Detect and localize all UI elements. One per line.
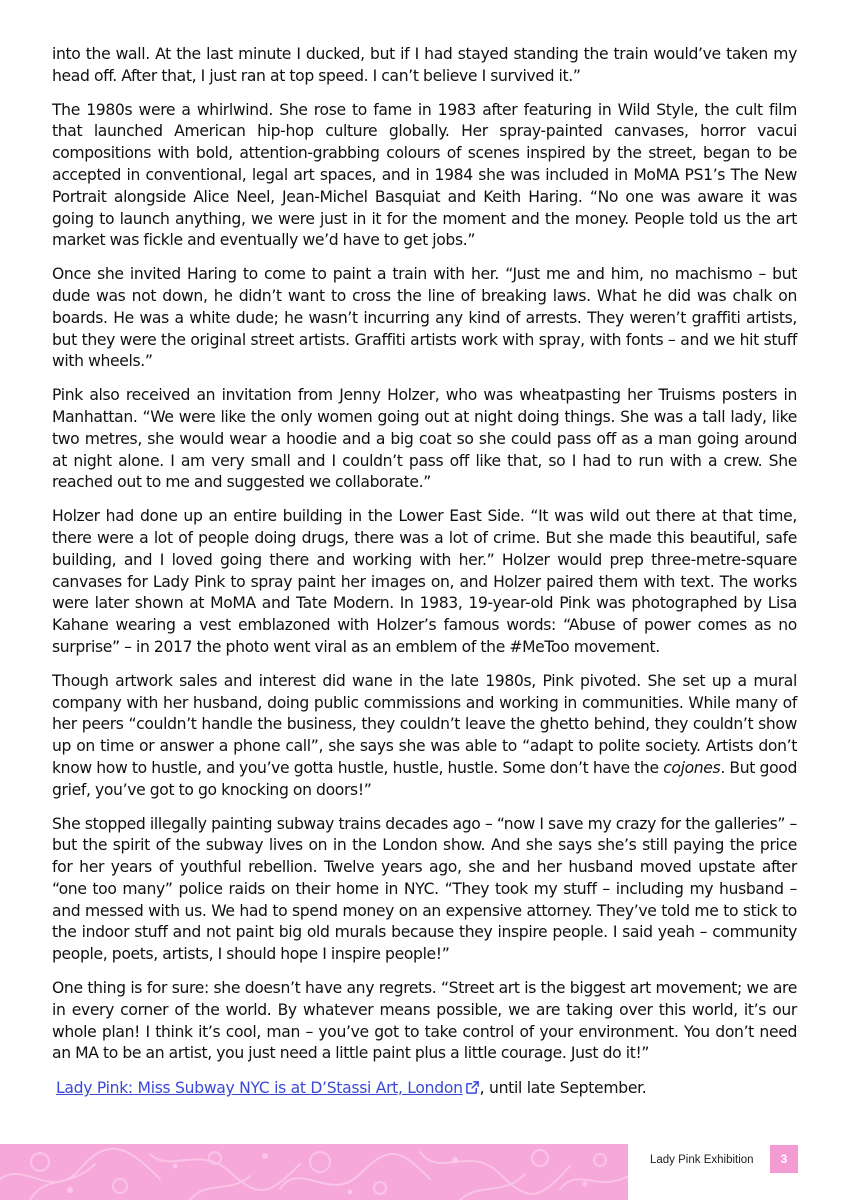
footer-label: Lady Pink Exhibition <box>650 1154 754 1166</box>
paragraph-4: Pink also received an invitation from Jenny Holzer, who was wheatpasting her Truisms posters in Manhattan. “We were like the only women going out at night doing things. She was a tall lady, like two metres, she would wear a hoodie and a big coat so she could pass off as a man going around at night alone. I am very small and I couldn’t pass off like that, so I had to run with a crew. She reached out to me and suggested we collaborate.” <box>52 386 797 492</box>
article-body <box>52 44 797 1101</box>
paragraph-6-text-before: Though artwork sales and interest did wane in the late 1980s, Pink pivoted. She set up a mural company with her husband, doing public commissions and working in communities. While many of her peers “couldn’t handle the business, they couldn’t leave the ghetto behind, they couldn’t show up on time or answer a phone call”, she says she was able to “adapt to polite society. Artists don’t know how to hustle, and you’ve gotta hustle, hustle, hustle. Some don’t have the <box>52 671 797 777</box>
exhibition-credit <box>56 1077 797 1101</box>
paragraph-3: Once she invited Haring to come to paint a train with her. “Just me and him, no machismo – but dude was not down, he didn’t want to cross the line of breaking laws. What he did was chalk on boards. He was a white dude; he wasn’t incurring any kind of arrests. They weren’t graffiti artists, but they were the original street artists. Graffiti artists work with spray, with fonts – and we hit stuff with wheels.” <box>52 265 797 371</box>
page-number-badge: 3 <box>770 1145 798 1173</box>
paragraph-2: The 1980s were a whirlwind. She rose to fame in 1983 after featuring in Wild Style, the cult film that launched American hip-hop culture globally. Her spray-painted canvases, horror vacui compositions with bold, attention-grabbing colours of scenes inspired by the street, began to be accepted in conventional, legal art spaces, and in 1984 she was included in MoMA PS1’s The New Portrait alongside Alice Neel, Jean-Michel Basquiat and Keith Haring. “No one was aware it was going to launch anything, we were just in it for the moment and the money. People told us the art market was fickle and eventually we’d have to get jobs.” <box>52 100 797 250</box>
paragraph-6 <box>52 671 797 802</box>
paragraph-6-text-after: . But good grief, you’ve got to go knocking on doors!” <box>52 758 797 799</box>
paragraph-8: One thing is for sure: she doesn’t have any regrets. “Street art is the biggest art movement; we are in every corner of the world. By whatever means possible, we are taking over this world, it’s our whole plan! I think it’s cool, man – you’ve got to take control of your environment. You don’t need an MA to be an artist, you just need a little paint plus a little courage. Just do it!” <box>52 979 797 1063</box>
paragraph-6-emphasis: cojones <box>663 758 721 777</box>
exhibition-link-text: Lady Pink: Miss Subway NYC is at D’Stassi Art, London <box>56 1079 463 1098</box>
external-link-icon <box>465 1079 480 1101</box>
paragraph-5: Holzer had done up an entire building in the Lower East Side. “It was wild out there at that time, there were a lot of people doing drugs, there was a lot of crime. But she made this beautiful, safe building, and I loved going there and working with her.” Holzer would prep three-metre-square canvases for Lady Pink to spray paint her images on, and Holzer paired them with text. The works were later shown at MoMA and Tate Modern. In 1983, 19-year-old Pink was photographed by Lisa Kahane wearing a vest emblazoned with Holzer’s famous words: “Abuse of power comes as no surprise” – in 2017 the photo went viral as an emblem of the #MeToo movement. <box>52 507 797 656</box>
paragraph-1: into the wall. At the last minute I ducked, but if I had stayed standing the train would’ve taken my head off. After that, I just ran at top speed. I can’t believe I survived it.” <box>52 45 797 85</box>
footer-decorative-band <box>0 1144 628 1200</box>
exhibition-link[interactable] <box>56 1079 480 1097</box>
paragraph-7: She stopped illegally painting subway trains decades ago – “now I save my crazy for the galleries” – but the spirit of the subway lives on in the London show. And she says she’s still paying the price for her years of youthful rebellion. Twelve years ago, she and her husband moved upstate after “one too many” police raids on their home in NYC. “They took my stuff – including my husband – and messed with us. We had to spend money on an expensive attorney. They’ve told me to stick to the indoor stuff and not paint big old murals because they inspire people. I said yeah – community people, poets, artists, I should hope I inspire people!” <box>52 814 797 964</box>
exhibition-credit-suffix: , until late September. <box>479 1079 647 1098</box>
